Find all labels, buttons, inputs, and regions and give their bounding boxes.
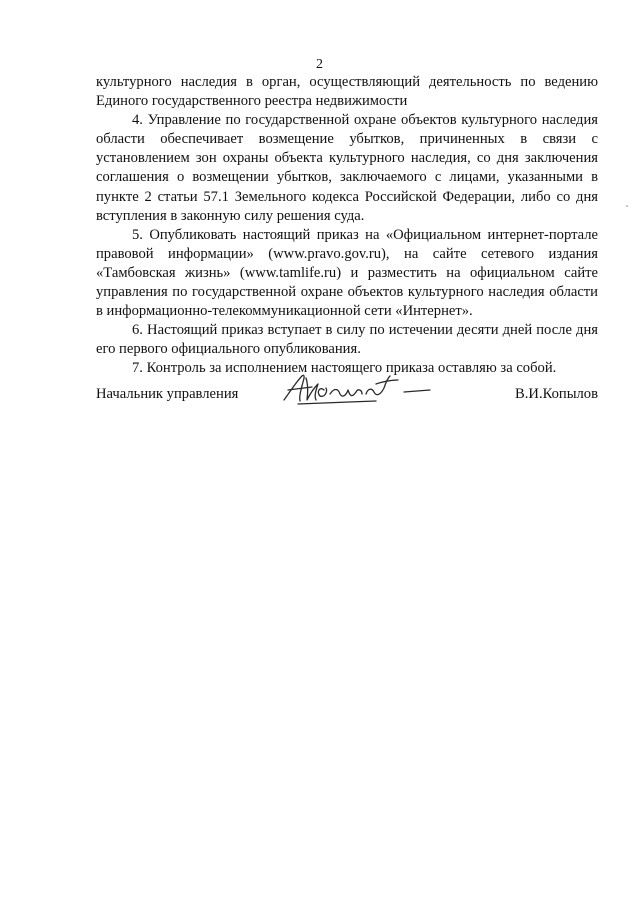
signature-block bbox=[96, 384, 598, 404]
paragraph-item-5: 5. Опубликовать настоящий приказ на «Официальном интернет-портале правовой информации» (www.pravo.gov.ru), на сайте сетевого издания «Тамбовская жизнь» (www.tamlife.ru) и разместить на официальном сайте управления по государственной охране объектов культурного наследия области в информационно-телекоммуникационной сети «Интернет». bbox=[96, 226, 598, 320]
paragraph-item-4: 4. Управление по государственной охране объектов культурного наследия области обеспечивает возмещение убытков, причиненных в связи с установлением зон охраны объекта культурного наследия, со дня заключения соглашения о возмещении убытков, заключаемого с лицами, указанными в пункте 2 статьи 57.1 Земельного кодекса Российской Федерации, либо со дня вступления в законную силу решения суда. bbox=[96, 112, 598, 224]
paragraph-continuation: культурного наследия в орган, осуществляющий деятельность по ведению Единого государственного реестра недвижимости bbox=[96, 74, 598, 110]
signatory-position: Начальник управления bbox=[96, 386, 239, 402]
scan-artifact bbox=[626, 205, 628, 207]
document-body bbox=[96, 73, 598, 379]
paragraph-item-6: 6. Настоящий приказ вступает в силу по истечении десяти дней после дня его первого официального опубликования. bbox=[96, 322, 598, 358]
handwritten-signature bbox=[280, 370, 436, 412]
page-number: 2 bbox=[316, 57, 323, 72]
signatory-name: В.И.Копылов bbox=[515, 386, 598, 402]
paragraph-item-7: 7. Контроль за исполнением настоящего приказа оставляю за собой. bbox=[132, 360, 557, 377]
